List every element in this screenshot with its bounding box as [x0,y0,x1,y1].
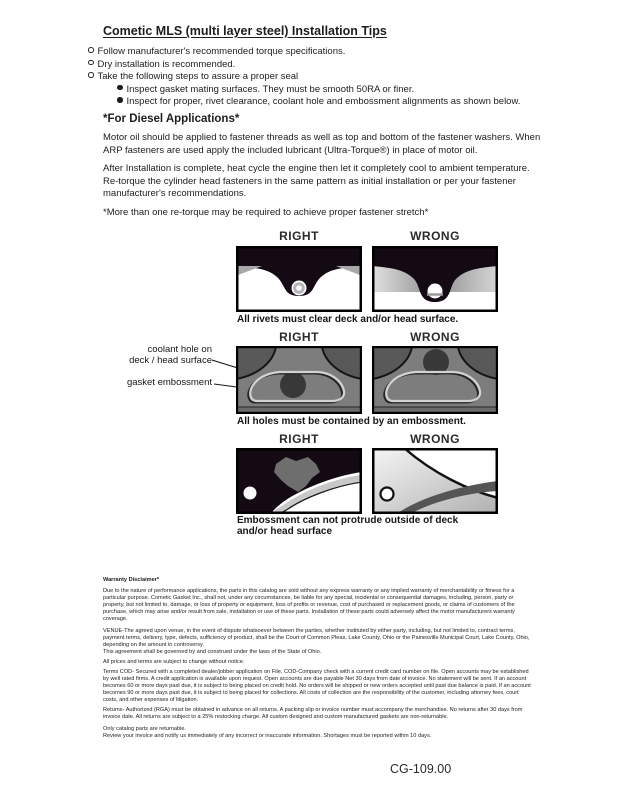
warranty-disclaimer-heading: Warranty Disclaimer* [103,577,160,583]
figure3-caption-line2: and/or head surface [237,526,333,537]
legal-paragraph-returns: Returns- Authorized (RGA) must be obtained in advance on all returns. A packing slip or invoice number must accompany the merchandise. No returns after 30 days from invoice date. All returns are subject to a 25% restocking charge. All custom designed and custom manufactured gaskets are non-returnable. [103,707,523,720]
figure2-right-label: RIGHT [279,330,319,344]
paragraph-motor-oil: Motor oil should be applied to fastener threads as well as top and bottom of the fastener washers. When ARP fasteners are used apply the included lubricant (Ultra-Torque®) in place of motor oil. [103,132,541,156]
figure2-wrong-label: WRONG [410,330,460,344]
bullet-text: Dry installation is recommended. [97,58,236,70]
open-bullet-marker [88,60,94,66]
bullet-text: Inspect for proper, rivet clearance, coolant hole and embossment alignments as shown below. [126,96,521,108]
figure3-right-label: RIGHT [279,432,319,446]
list-item [88,46,548,59]
bullet-text: Take the following steps to assure a proper seal [97,71,299,83]
embossment-wrong-diagram [372,346,498,414]
annotation-coolant-hole-line1: coolant hole on [147,344,212,355]
diagram-protrude-right [236,448,362,514]
rivet-right-diagram [236,246,362,312]
bullet-text: Follow manufacturer's recommended torque specifications. [97,46,346,57]
figure1-wrong-label: WRONG [410,229,460,243]
figure1-right-label: RIGHT [279,229,319,243]
figure3-caption-line1: Embossment can not protrude outside of deck [237,515,459,526]
list-item [88,84,548,97]
protrude-wrong-diagram [372,448,498,514]
bolt-hole [381,488,394,501]
protrude-right-diagram [236,448,362,514]
coolant-hole [280,372,306,398]
legal-paragraph-only-catalog: Only catalog parts are returnable. [103,726,187,732]
figure2-caption: All holes must be contained by an embossment. [237,416,466,427]
figure1-caption: All rivets must clear deck and/or head surface. [237,314,459,325]
open-bullet-marker [88,72,94,78]
tips-list [88,46,548,109]
annotation-gasket-embossment: gasket embossment [126,377,212,388]
paragraph-heat-cycle: After Installation is complete, heat cycle the engine then let it completely cool to ambient temperature. Re-torque the cylinder head fasteners in the same pattern as initial installation or per your fastener manufacturer's recommendations. [103,163,530,200]
page-title: Cometic MLS (multi layer steel) Installation Tips [103,24,387,38]
bolt-hole [244,487,257,500]
list-item [88,59,548,72]
legal-paragraph-venue: VENUE-The agreed upon venue, in the event of dispute whatsoever between the parties, whether instituted by either party, including, but not limited to, contract terms, payment terms, delivery, type, defects, sufficiency of product, shall be the Court of Common Pleas, Lake County, Ohio or the Painesville Municipal Court, Lake County, Ohio, depending on the amount in controversy. [103,628,530,648]
page-number: CG-109.00 [390,762,452,776]
legal-paragraph-terms-cod: Terms COD- Secured with a completed dealer/jobber application on File, COD-Company check with a current credit card number on file. Open accounts may be established by well rated firms. A credit application is available upon request. Open accounts are due payable Net 30 days from date of invoice. No statement will be sent. If an account becomes 60 or more days past due, it is subject to being placed on credit hold. No orders will be shipped or new orders accepted until past due balance is paid. If an account becomes 90 or more days past due, it is subject to being placed for collections. All costs of collection are the responsibility of the customer, including attorney fees, court costs, and other expenses of litigation. [103,669,531,703]
list-item [88,71,548,84]
legal-paragraph-warranty: Due to the nature of performance applications, the parts in this catalog are sold without any express warranty or any implied warranty of merchantability or fitness for a particular purpose. Cometic Gasket Inc., shall not, under any circumstances, be liable for any special, incidental or consequential damages, including, person, party or property, but not limited to, damage, or loss of property or equipment, loss of profits or revenue, cost of purchased or replacement goods, or claims of customers of the purchase, which may arise and/or result from sale, installation or use of these parts. Installation of these parts could adversely affect the motor manufacturers warranty coverage. [103,588,515,622]
legal-paragraph-review-invoice: Review your invoice and notify us immediately of any incorrect or inaccurate information. Shortages must be reported within 10 days. [103,733,432,739]
diagram-rivet-wrong [372,246,498,312]
annotation-coolant-hole-line2: deck / head surface [129,355,212,366]
diagram-embossment-wrong [372,346,498,414]
section-heading-diesel: *For Diesel Applications* [103,113,240,125]
bullet-text: Inspect gasket mating surfaces. They must be smooth 50RA or finer. [126,83,415,95]
filled-bullet-marker [117,97,123,103]
diagram-embossment-right [236,346,362,414]
legal-paragraph-prices: All prices and terms are subject to change without notice. [103,659,245,665]
figure3-wrong-label: WRONG [410,432,460,446]
open-bullet-marker [88,47,94,53]
diagram-protrude-wrong [372,448,498,514]
paragraph-retorque-note: *More than one re-torque may be required to achieve proper fastener stretch* [103,207,429,218]
list-item [88,96,548,109]
filled-bullet-marker [117,85,123,91]
rivet-wrong-diagram [372,246,498,312]
diagram-rivet-right [236,246,362,312]
embossment-right-diagram [236,346,362,414]
legal-paragraph-governing-law: This agreement shall be governed by and construed under the laws of the State of Ohio. [103,649,322,655]
rivet-icon [428,284,443,299]
